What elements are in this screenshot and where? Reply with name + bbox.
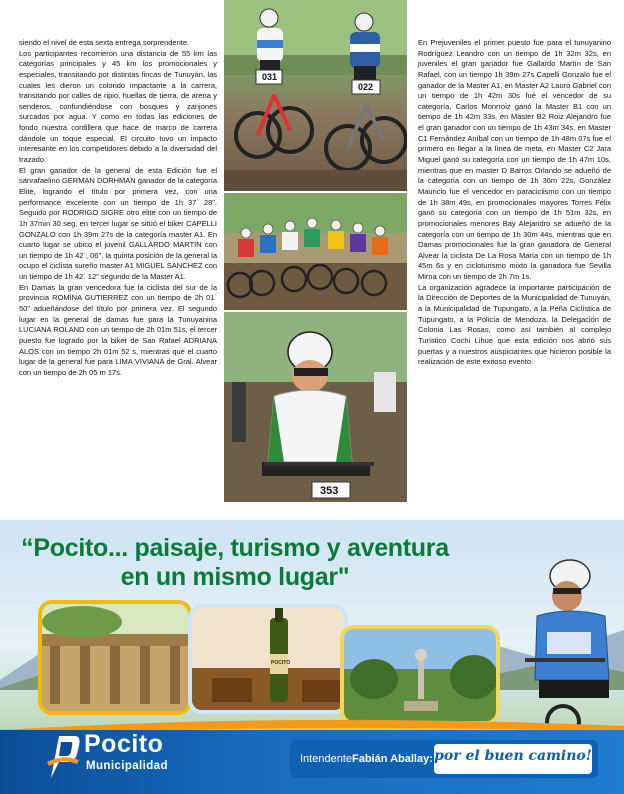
photo-cyclist-closeup (224, 312, 407, 502)
mayor-label: Intendente (300, 753, 352, 765)
article-right-column (418, 38, 611, 368)
ad-cyclist-illustration (495, 540, 624, 740)
photo-card-wine (188, 604, 348, 714)
bottle-label: POCITO (271, 660, 291, 666)
article-paragraph: La organización agradece la importante participación de la Dirección de Deportes de la Municipalidad de Tunuyán, a la Municipalidad de Tupungato, a la Peña Ciclística de Tupungato, a la Policía de Mendoza, la Delegación de Colonia Las Rosas, como así también al complejo Turístico Cochi Lihue que esta edición nos abrió sus puertas y a nuestros auspiciantes que hicieron posible la realización de este exitoso evento. (418, 282, 611, 367)
bib-number: 022 (358, 82, 374, 92)
bib-number: 353 (320, 485, 339, 497)
wine-bottles-illustration (192, 608, 348, 714)
article-paragraph: Los participantes recorrieron una distancia de 55 km las categorías principales y 45 km los promocionales y especiales, transitando por distintas fincas de Tunuyán, las cuales les dieron un colorido impactante a la carrera, transitando por calles de ripio, huellas de tierra, de arena y senderos, confundiéndose con bosques y zanjones surcados por agua. Y como en todas las ediciones de fondo nuestra cordillera que hace de marco de carrera dándole un toque especial. El circuito tuvo un impacto interesante en los competidores debido a la diversidad del trazado. (19, 48, 217, 165)
pocito-advertisement (0, 520, 624, 794)
ad-headline (0, 534, 470, 592)
photo-card-plaza (340, 625, 500, 725)
article-paragraph: El gran ganador de la general de esta Edición fue el sanrafaelino GERMAN DORHMAN ganador de la categoría Elite, logrando el título por primera vez, con una performance excelente con un tiempo de 1h 37` 28". Seguido por RODRIGO SIGRE otro elite con un tiempo de 1h 37min 30 seg, en tercer lugar se situó el biker CAPELLI GONZALO con 1h 39m 27s de la categoría master A1. En cuarto lugar se ubico el juvenil GALLARDO MARTIN con un tiempo de 1h 42´, 06", la quinta posición de la general la ocupo el ciclista sureño master A1 MIGUEL SANCHEZ con un tiempo de 1h 42` 12" segundo de la Master A1. (19, 165, 218, 282)
logo-subtitle: Municipalidad (86, 760, 168, 772)
mayor-name: Fabián Aballay: (352, 753, 433, 765)
article-paragraph: siendo el nivel de esta sexta entrega sorprendente. (19, 38, 190, 47)
photo-card-arches (38, 600, 192, 715)
article-paragraph: En Damas la gran vencedora fue la ciclista del sur de la provincia ROMINA GUTIERREZ con un tiempo de 2h 01` 50" adueñándose del título por primera vez. El segundo lugar en la general de damas fue para la Tunuyanina LUCIANA ROLAND con un tiempo de 2h 01m 51s, el tercer puesto fue logrado por la biker de San Rafael ADRIANA ALOS con un tiempo 2h 01m 52 s, mientras que el cuarto lugar de la general fue para LIMA VIVIANA de Gral. Alvear con un tiempo de 2h 05 m 17s. (19, 282, 217, 377)
photo-two-cyclists (224, 0, 407, 191)
ad-headline-line: en un mismo lugar" (120, 562, 350, 591)
ad-headline-line: “Pocito... paisaje, turismo y aventura (21, 534, 449, 562)
article-paragraph: En Prejuveniles el primer puesto fue para el tunuyanino Rodríguez Leandro con un tiempo de 1h 32m 32s, en juveniles el gran ganador fue Gallardo Martín de San Rafael, con un tiempo 1h 39m 27s Capelli Gonzalo fue el ganador de la Master A1, en Master A2 Lauro Gabriel con un tiempo de 1h 42m 30s fué el vencedor de su categoría, Carlos Monrroiz ganó la Master B1 con un tiempo de 1h 42m 33s, en Master B2 Roiz Alejandro fue el gran ganador con un tiempo de 1h 43m 34s, en Master C1 Fernández Aníbal con un tiempo de 1h 48m 07s fue el primero en llegar a la línea de meta, en Master C2 Jara Miguel ganó su categoría con un tiempo de 1h 47m 10s, mientras que en master D Barros Orlando se adueñó de la categoría con un tiempo de 1h 36m 22s, González Mauricio fue el vencedor en paraciclismo con un tiempo de 1h 38m 49s, en promocionales mayores Torres Félix ganó su categoría con un tiempo de 1h 51m 32s, en promocionales menores Bay Alejandro se adueñó de la categoría con un tiempo de 1h 30m 44s, mientras que en Damas promocionales fue la gran ganadora de General Alvear la ciclista De La Rosa María con un tiempo de 1h 45m 6s y en cicloturismo mixto la ganadora fue Sevilla Mirna con un tiempo de 2h 7m 1s. (418, 38, 611, 282)
article-left-column (19, 38, 217, 379)
cyclists-illustration (224, 0, 407, 191)
bib-number: 031 (262, 72, 278, 82)
pocito-logo-icon (45, 732, 81, 780)
logo-name: Pocito (84, 730, 164, 758)
photo-peloton (224, 193, 407, 310)
cyclist-closeup-illustration (224, 312, 407, 502)
slogan-text: por el buen camino! (434, 748, 592, 764)
plaza-illustration (344, 629, 500, 725)
arches-illustration (42, 604, 192, 715)
peloton-illustration (224, 193, 407, 310)
